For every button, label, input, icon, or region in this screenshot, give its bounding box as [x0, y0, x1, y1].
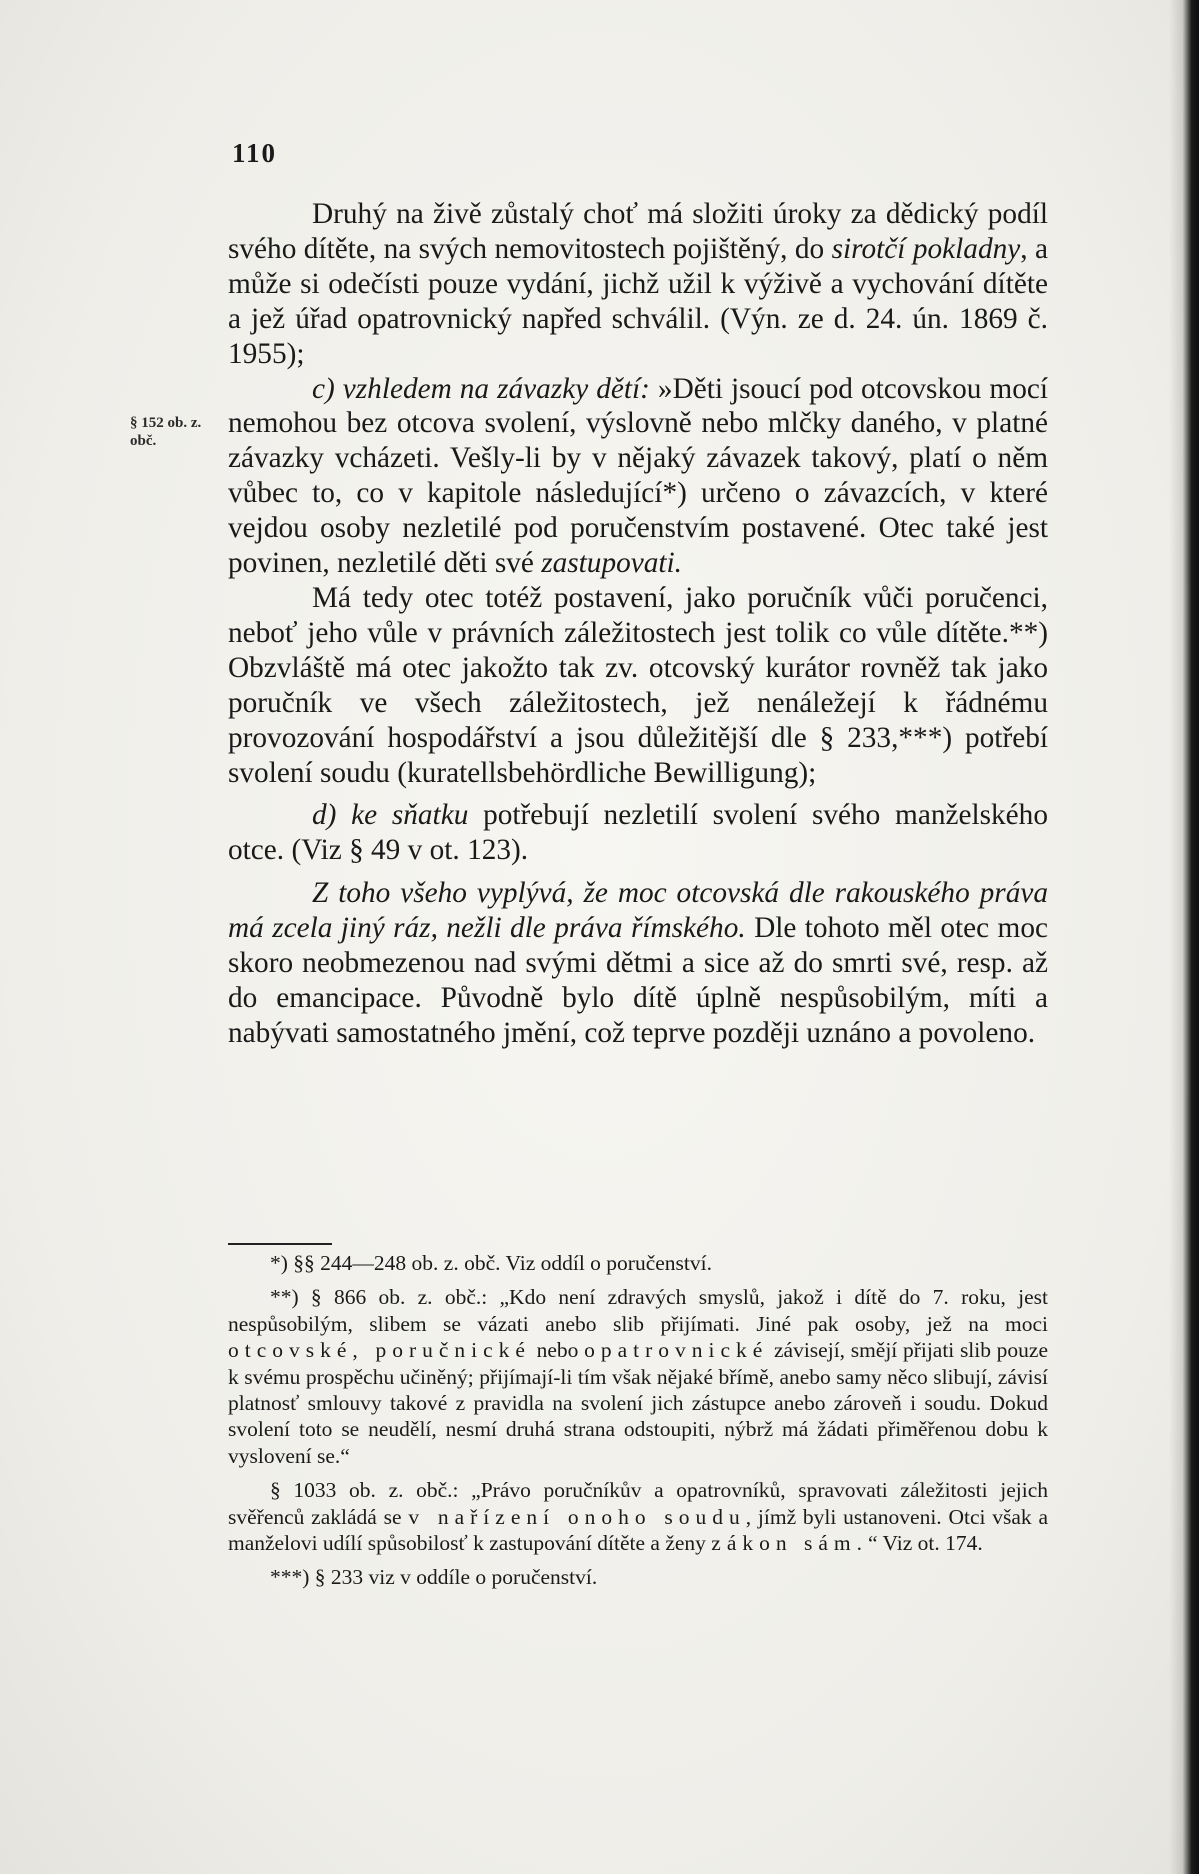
spaced-run: opatrovnické: [584, 1338, 769, 1363]
text-run: Druhý na živě zůstalý choť má složiti úroky za dědický podíl svého dítěte, na svých nemovitostech pojištěný, do: [228, 198, 1048, 265]
text-run: nebo: [530, 1338, 585, 1363]
footnote-divider: [228, 1243, 332, 1245]
text-run: »Děti jsoucí pod otcovskou mocí nemohou bez otcova svolení, výslovně nebo mlčky daného, v platné závazky vcházeti. Vešly-li by v nějaký závazek takový, platí o něm vůbec to, co v kapitole následující*) určeno o závazcích, v které vejdou osoby nezletilé pod poručenstvím postavené. Otec také jest povinen, nezletilé děti své: [228, 372, 1048, 580]
italic-run: sirotčí pokladny: [831, 232, 1021, 265]
margin-note: § 152 ob. z. obč.: [130, 415, 202, 449]
footnotes: [228, 1250, 1048, 1591]
spaced-run: zákon sám.: [711, 1531, 868, 1556]
paragraph-4: [228, 798, 1048, 868]
text-run: závisejí, smějí přijati slib pouze k svému prospěchu učiněný; přijímají-li tím však nějaké břímě, anebo samy něco slibují, závisí platnosť smlouvy takové z pravidla na svolení jich zástupce anebo zároveň i soudu. Dokud svolení toto se neudělí, nesmí druhá strana odstoupiti, nýbrž má žádati přiměřenou dobu k vyslovení se.“: [228, 1338, 1048, 1468]
footnote-2: [228, 1284, 1048, 1469]
paragraph-5: [228, 876, 1048, 1051]
body-text: [228, 197, 1048, 1051]
italic-run: zastupovati.: [541, 547, 683, 580]
italic-run: d) ke sňatku: [312, 799, 469, 832]
text-run: , a může si odečísti pouze vydání, jichž užil k výživě a vychování dítěte a jež úřad opatrovnický napřed schválil. (Výn. ze d. 24. ún. 1869 č. 1955);: [228, 232, 1049, 370]
text-run: § 1033 ob. z. obč.: „Právo poručníkův a opatrovníků, spravovati záležitosti jejich svěřenců zakládá se: [228, 1478, 1048, 1529]
page-number: 110: [232, 138, 278, 168]
italic-run: c) vzhledem na závazky dětí:: [312, 372, 650, 405]
text-run: Má tedy otec totéž postavení, jako poručník vůči poručenci, neboť jeho vůle v právních záležitostech jest tolik co vůle dítěte.**) Obzvláště má otec jakožto tak zv. otcovský kurátor rovněž tak jako poručník ve všech záležitostech, jež nenáležejí k řádnému provozování hospodářství a jsou důležitější dle § 233,***) potřebí svolení soudu (kuratellsbehördliche Bewilligung);: [228, 581, 1048, 789]
spaced-run: v nařízení onoho soudu: [408, 1504, 746, 1529]
paragraph-2: [228, 372, 1048, 581]
text-run: potřebují nezletilí svolení svého manželského otce. (Viz § 49 v ot. 123).: [228, 799, 1048, 867]
text-run: **) § 866 ob. z. obč.: „Kdo není zdravých smyslů, jakož i dítě do 7. roku, jest nespůsobilým, slibem se vázati anebo slib přijímati. Jiné pak osoby, jež na moci: [228, 1285, 1048, 1336]
paragraph-3: [228, 581, 1048, 790]
text-run: , jímž byli ustanoveni. Otci však a manželovi udílí spůsobilosť k zastupování dítěte a ženy: [228, 1504, 1048, 1556]
paragraph-1: [228, 197, 1048, 372]
footnote-1: *) §§ 244—248 ob. z. obč. Viz oddíl o poručenství.: [270, 1251, 712, 1275]
page-edge-shadow: [1169, 0, 1199, 1874]
text-run: Dle tohoto měl otec moc skoro neobmezenou nad svými dětmi a sice až do smrti své, resp. až do emancipace. Původně bylo dítě úplně nespůsobilým, míti a nabývati samostatného jmění, což teprve později uznáno a povoleno.: [228, 912, 1048, 1049]
spaced-run: otcovské, poručnické: [228, 1338, 531, 1363]
text-run: “ Viz ot. 174.: [868, 1531, 983, 1556]
italic-run: Z toho všeho vyplývá, že moc otcovská dle rakouského práva má zcela jiný ráz, nežli dle práva římského.: [228, 877, 1048, 945]
footnote-2-continuation: [228, 1477, 1048, 1556]
footnote-3: ***) § 233 viz v oddíle o poručenství.: [270, 1565, 598, 1590]
